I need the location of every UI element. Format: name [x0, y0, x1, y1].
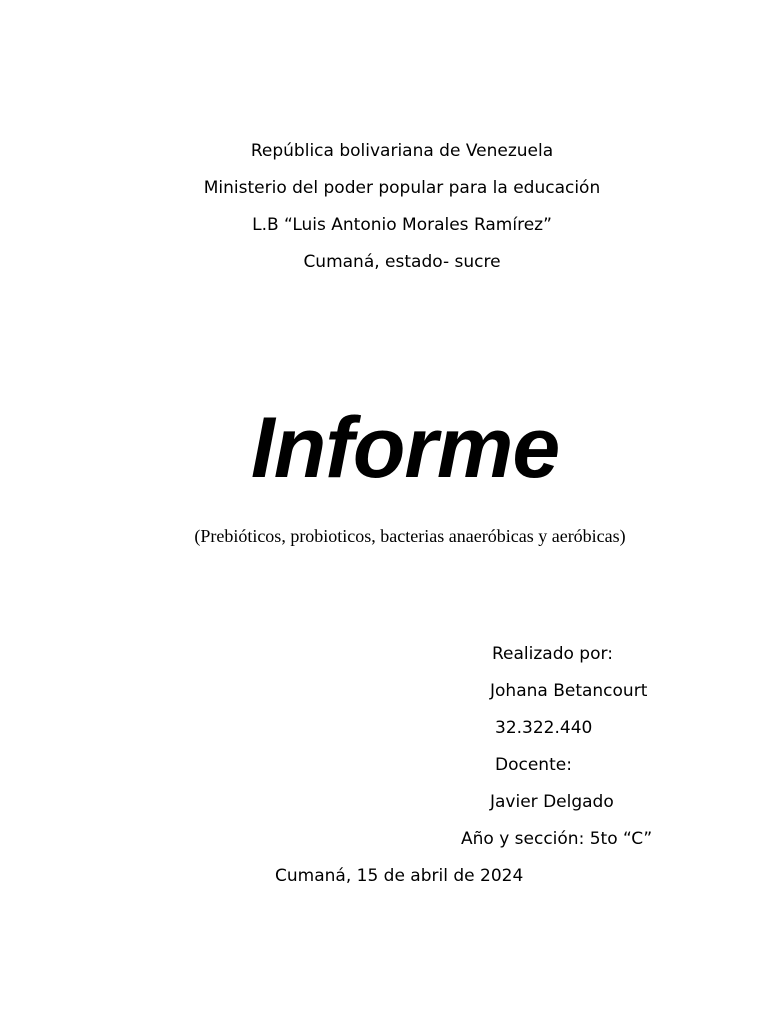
realizado-label: Realizado por: [492, 644, 613, 664]
docente-label: Docente: [495, 755, 572, 775]
teacher-name: Javier Delgado [490, 792, 614, 812]
document-title: Informe [250, 400, 560, 496]
document-subtitle: (Prebióticos, probioticos, bacterias anaeróbicas y aeróbicas) [194, 526, 626, 546]
place-date: Cumaná, 15 de abril de 2024 [275, 866, 524, 886]
header-school: L.B “Luis Antonio Morales Ramírez” [252, 215, 552, 235]
student-id: 32.322.440 [495, 718, 593, 738]
header-ministry: Ministerio del poder popular para la educación [203, 178, 601, 198]
header-location: Cumaná, estado- sucre [303, 252, 501, 272]
header-country: República bolivariana de Venezuela [250, 141, 554, 161]
student-name: Johana Betancourt [490, 681, 648, 701]
section-info: Año y sección: 5to “C” [461, 829, 653, 849]
